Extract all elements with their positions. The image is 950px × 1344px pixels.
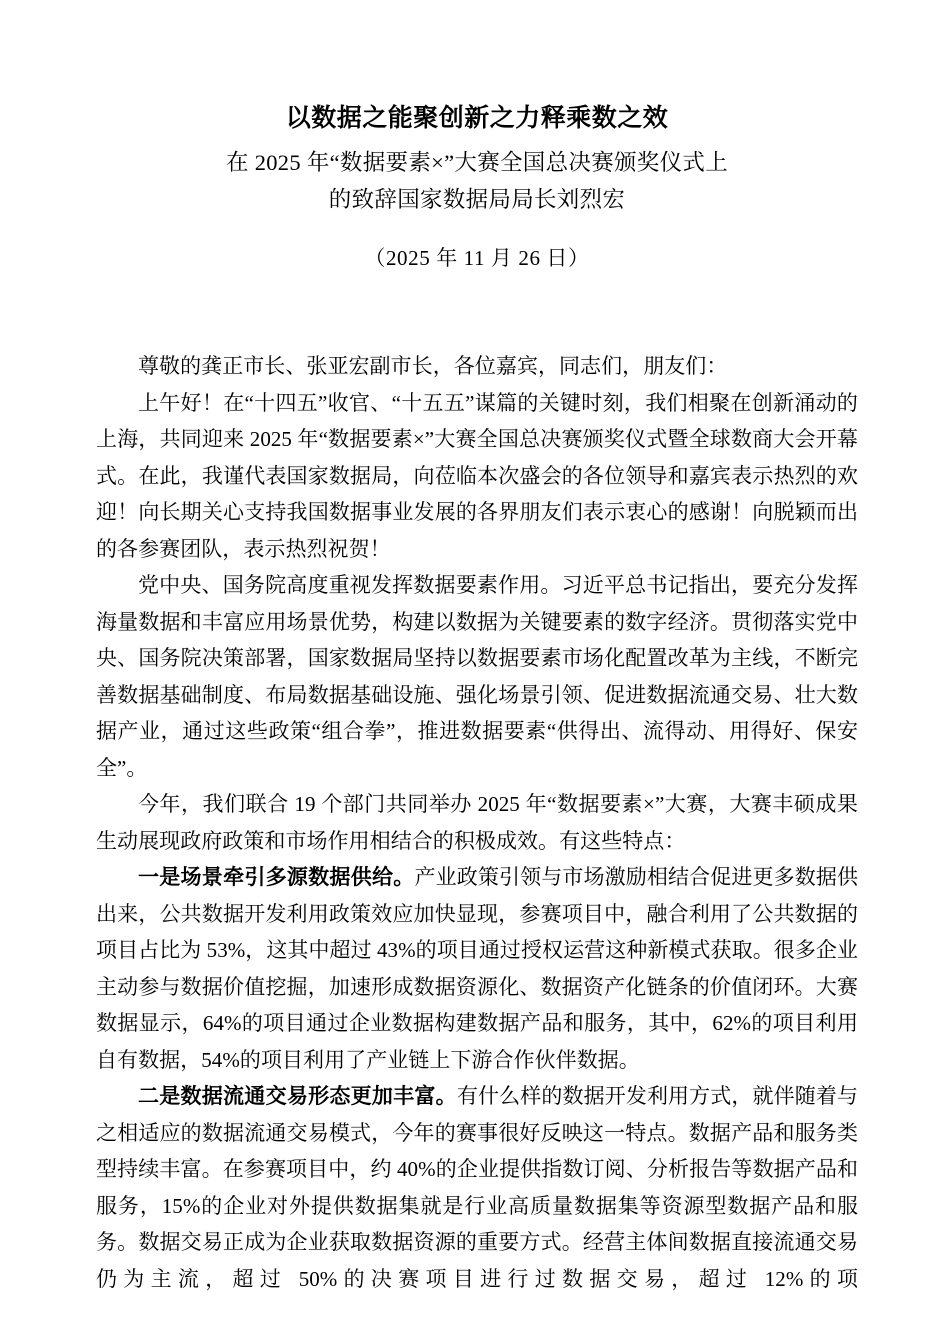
paragraph-greeting (96, 385, 858, 568)
paragraph-competition-overview (96, 786, 858, 859)
document-body (96, 0, 858, 1297)
paragraph-point-two (96, 1078, 858, 1297)
paragraph-text: 党中央、国务院高度重视发挥数据要素作用。习近平总书记指出，要充分发挥海量数据和丰富应用场景优势，构建以数据为关键要素的数字经济。贯彻落实党中央、国务院决策部署，国家数据局坚持以数据要素市场化配置改革为主线，不断完善数据基础制度、布局数据基础设施、强化场景引领、促进数据流通交易、壮大数据产业，通过这些政策“组合拳”，推进数据要素“供得出、流得动、用得好、保安全”。 (96, 573, 858, 780)
paragraph-text: 今年，我们联合 19 个部门共同举办 2025 年“数据要素×”大赛，大赛丰硕成果生动展现政府政策和市场作用相结合的积极成效。有这些特点： (96, 792, 858, 853)
subtitle-line-2: 的致辞国家数据局局长刘烈宏 (328, 186, 626, 212)
paragraph-salutation (96, 348, 858, 385)
subtitle-line-1: 在 2025 年“数据要素×”大赛全国总决赛颁奖仪式上 (225, 150, 728, 175)
paragraph-policy-background (96, 567, 858, 786)
speech-date: （2025 年 11 月 26 日） (364, 246, 590, 270)
page-title: 以数据之能聚创新之力释乘数之效 (285, 105, 669, 132)
paragraph-text: 尊敬的龚正市长、张亚宏副市长，各位嘉宾，同志们，朋友们： (138, 354, 728, 378)
title-block (96, 0, 858, 276)
paragraph-lead: 一是场景牵引多源数据供给。 (138, 865, 415, 889)
paragraph-text: 有什么样的数据开发利用方式，就伴随着与之相适应的数据流通交易模式，今年的赛事很好反映这一特点。数据产品和服务类型持续丰富。在参赛项目中，约 40%的企业提供指数订阅、分析报告等数据产品和服务，15%的企业对外提供数据集就是行业高质量数据集等资源型数据产品和服务。数据交易正成为企业获取数据资源的重要方式。经营主体间数据直接流通交易仍为主流，超过 50%的决赛项目进行过数据交易，超过 12%的项 (96, 1084, 859, 1291)
paragraph-text: 产业政策引领与市场激励相结合促进更多数据供出来，公共数据开发利用政策效应加快显现，参赛项目中，融合利用了公共数据的项目占比为 53%，这其中超过 43%的项目通过授权运营这种新模式获取。很多企业主动参与数据价值挖掘，加速形成数据资源化、数据资产化链条的价值闭环。大赛数据显示，64%的项目通过企业数据构建数据产品和服务，其中，62%的项目利用自有数据，54%的项目利用了产业链上下游合作伙伴数据。 (96, 865, 858, 1072)
paragraph-lead: 二是数据流通交易形态更加丰富。 (138, 1084, 457, 1108)
body-content (96, 348, 858, 1297)
paragraph-point-one (96, 859, 858, 1078)
paragraph-text: 上午好！在“十四五”收官、“十五五”谋篇的关键时刻，我们相聚在创新涌动的上海，共同迎来 2025 年“数据要素×”大赛全国总决赛颁奖仪式暨全球数商大会开幕式。在此，我谨代表国家数据局，向莅临本次盛会的各位领导和嘉宾表示热烈的欢迎！向长期关心支持我国数据事业发展的各界朋友们表示衷心的感谢！向脱颖而出的各参赛团队，表示热烈祝贺！ (96, 390, 858, 561)
